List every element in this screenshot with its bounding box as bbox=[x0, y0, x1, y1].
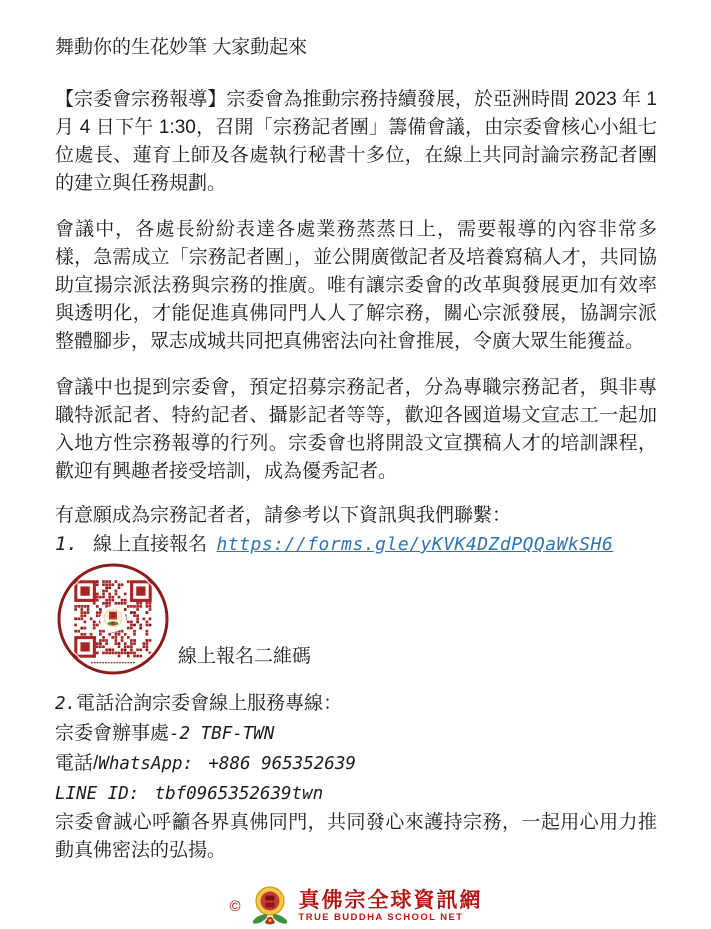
paragraph-report-intro: 【宗委會宗務報導】宗委會為推動宗務持續發展，於亞洲時間 2023 年 1 月 4 日下午 1:30，召開「宗務記者團」籌備會議，由宗委會核心小組七位處長、蓮育上師及各處執行秘書十多位，在線上共同討論宗務記者團的建立與任務規劃。 bbox=[55, 89, 657, 194]
paragraph-meeting-details: 會議中，各處長紛紛表達各處業務蒸蒸日上，需要報導的內容非常多樣，急需成立「宗務記者團」，並公開廣徵記者及培養寫稿人才，共同協助宣揚宗派法務與宗務的推廣。唯有讓宗委會的改革與發展更加有效率與透明化，才能促進真佛同門人人了解宗務，關心宗派發展，協調宗派整體腳步，眾志成城共同把真佛密法向社會推展，令廣大眾生能獲益。 bbox=[55, 219, 657, 352]
phone-label-zh: 電話/ bbox=[55, 753, 99, 774]
qr-code-icon bbox=[55, 561, 171, 677]
copyright-symbol: © bbox=[229, 897, 241, 915]
signup-link[interactable]: https://forms.gle/yKVK4DZdPQQaWkSH6 bbox=[216, 534, 614, 555]
office-line bbox=[55, 719, 657, 749]
hotline-heading-text: 電話洽詢宗委會線上服務專線： bbox=[76, 693, 343, 714]
qr-section bbox=[55, 561, 657, 677]
contact-intro: 有意願成為宗務記者者，請參考以下資訊與我們聯繫： bbox=[55, 505, 512, 526]
hotline-heading bbox=[55, 689, 657, 719]
tbs-emblem-icon bbox=[248, 883, 292, 929]
paragraph-recruitment: 會議中也提到宗委會，預定招募宗務記者，分為專職宗務記者，與非專職特派記者、特約記者、攝影記者等等，歡迎各國道場文宣志工一起加入地方性宗務報導的行列。宗委會也將開設文宣撰稿人才的培訓課程，歡迎有興趣者接受培訓，成為優秀記者。 bbox=[55, 377, 657, 482]
signup-item-number: 1. bbox=[55, 533, 78, 555]
brand-name-zh: 真佛宗全球資訊網 bbox=[298, 887, 483, 912]
brand-name-en: TRUE BUDDHA SCHOOL NET bbox=[298, 912, 464, 923]
signup-item bbox=[55, 530, 657, 559]
signup-label: 線上直接報名 bbox=[93, 534, 208, 555]
office-name-zh: 宗委會辦事處 bbox=[55, 723, 170, 744]
phone-line bbox=[55, 749, 657, 779]
hotline-section bbox=[55, 689, 657, 809]
phone-number: +886 965352639 bbox=[208, 754, 356, 774]
line-id-value: tbf0965352639twn bbox=[154, 784, 324, 804]
closing-paragraph: 宗委會誠心呼籲各界真佛同門，共同發心來護持宗務，一起用心用力推動真佛密法的弘揚。 bbox=[55, 812, 657, 861]
phone-label-en: WhatsApp: bbox=[98, 754, 194, 774]
hotline-item-number: 2. bbox=[55, 694, 77, 714]
footer-logo bbox=[55, 883, 657, 929]
qr-code-image bbox=[55, 561, 171, 677]
brand-text bbox=[299, 888, 483, 924]
line-id-label: LINE ID: bbox=[55, 784, 140, 804]
line-id-line bbox=[55, 779, 657, 809]
title-line: 舞動你的生花妙筆 大家動起來 bbox=[55, 37, 308, 58]
office-code: -2 TBF-TWN bbox=[169, 724, 275, 744]
qr-caption: 線上報名二維碼 bbox=[178, 646, 312, 667]
